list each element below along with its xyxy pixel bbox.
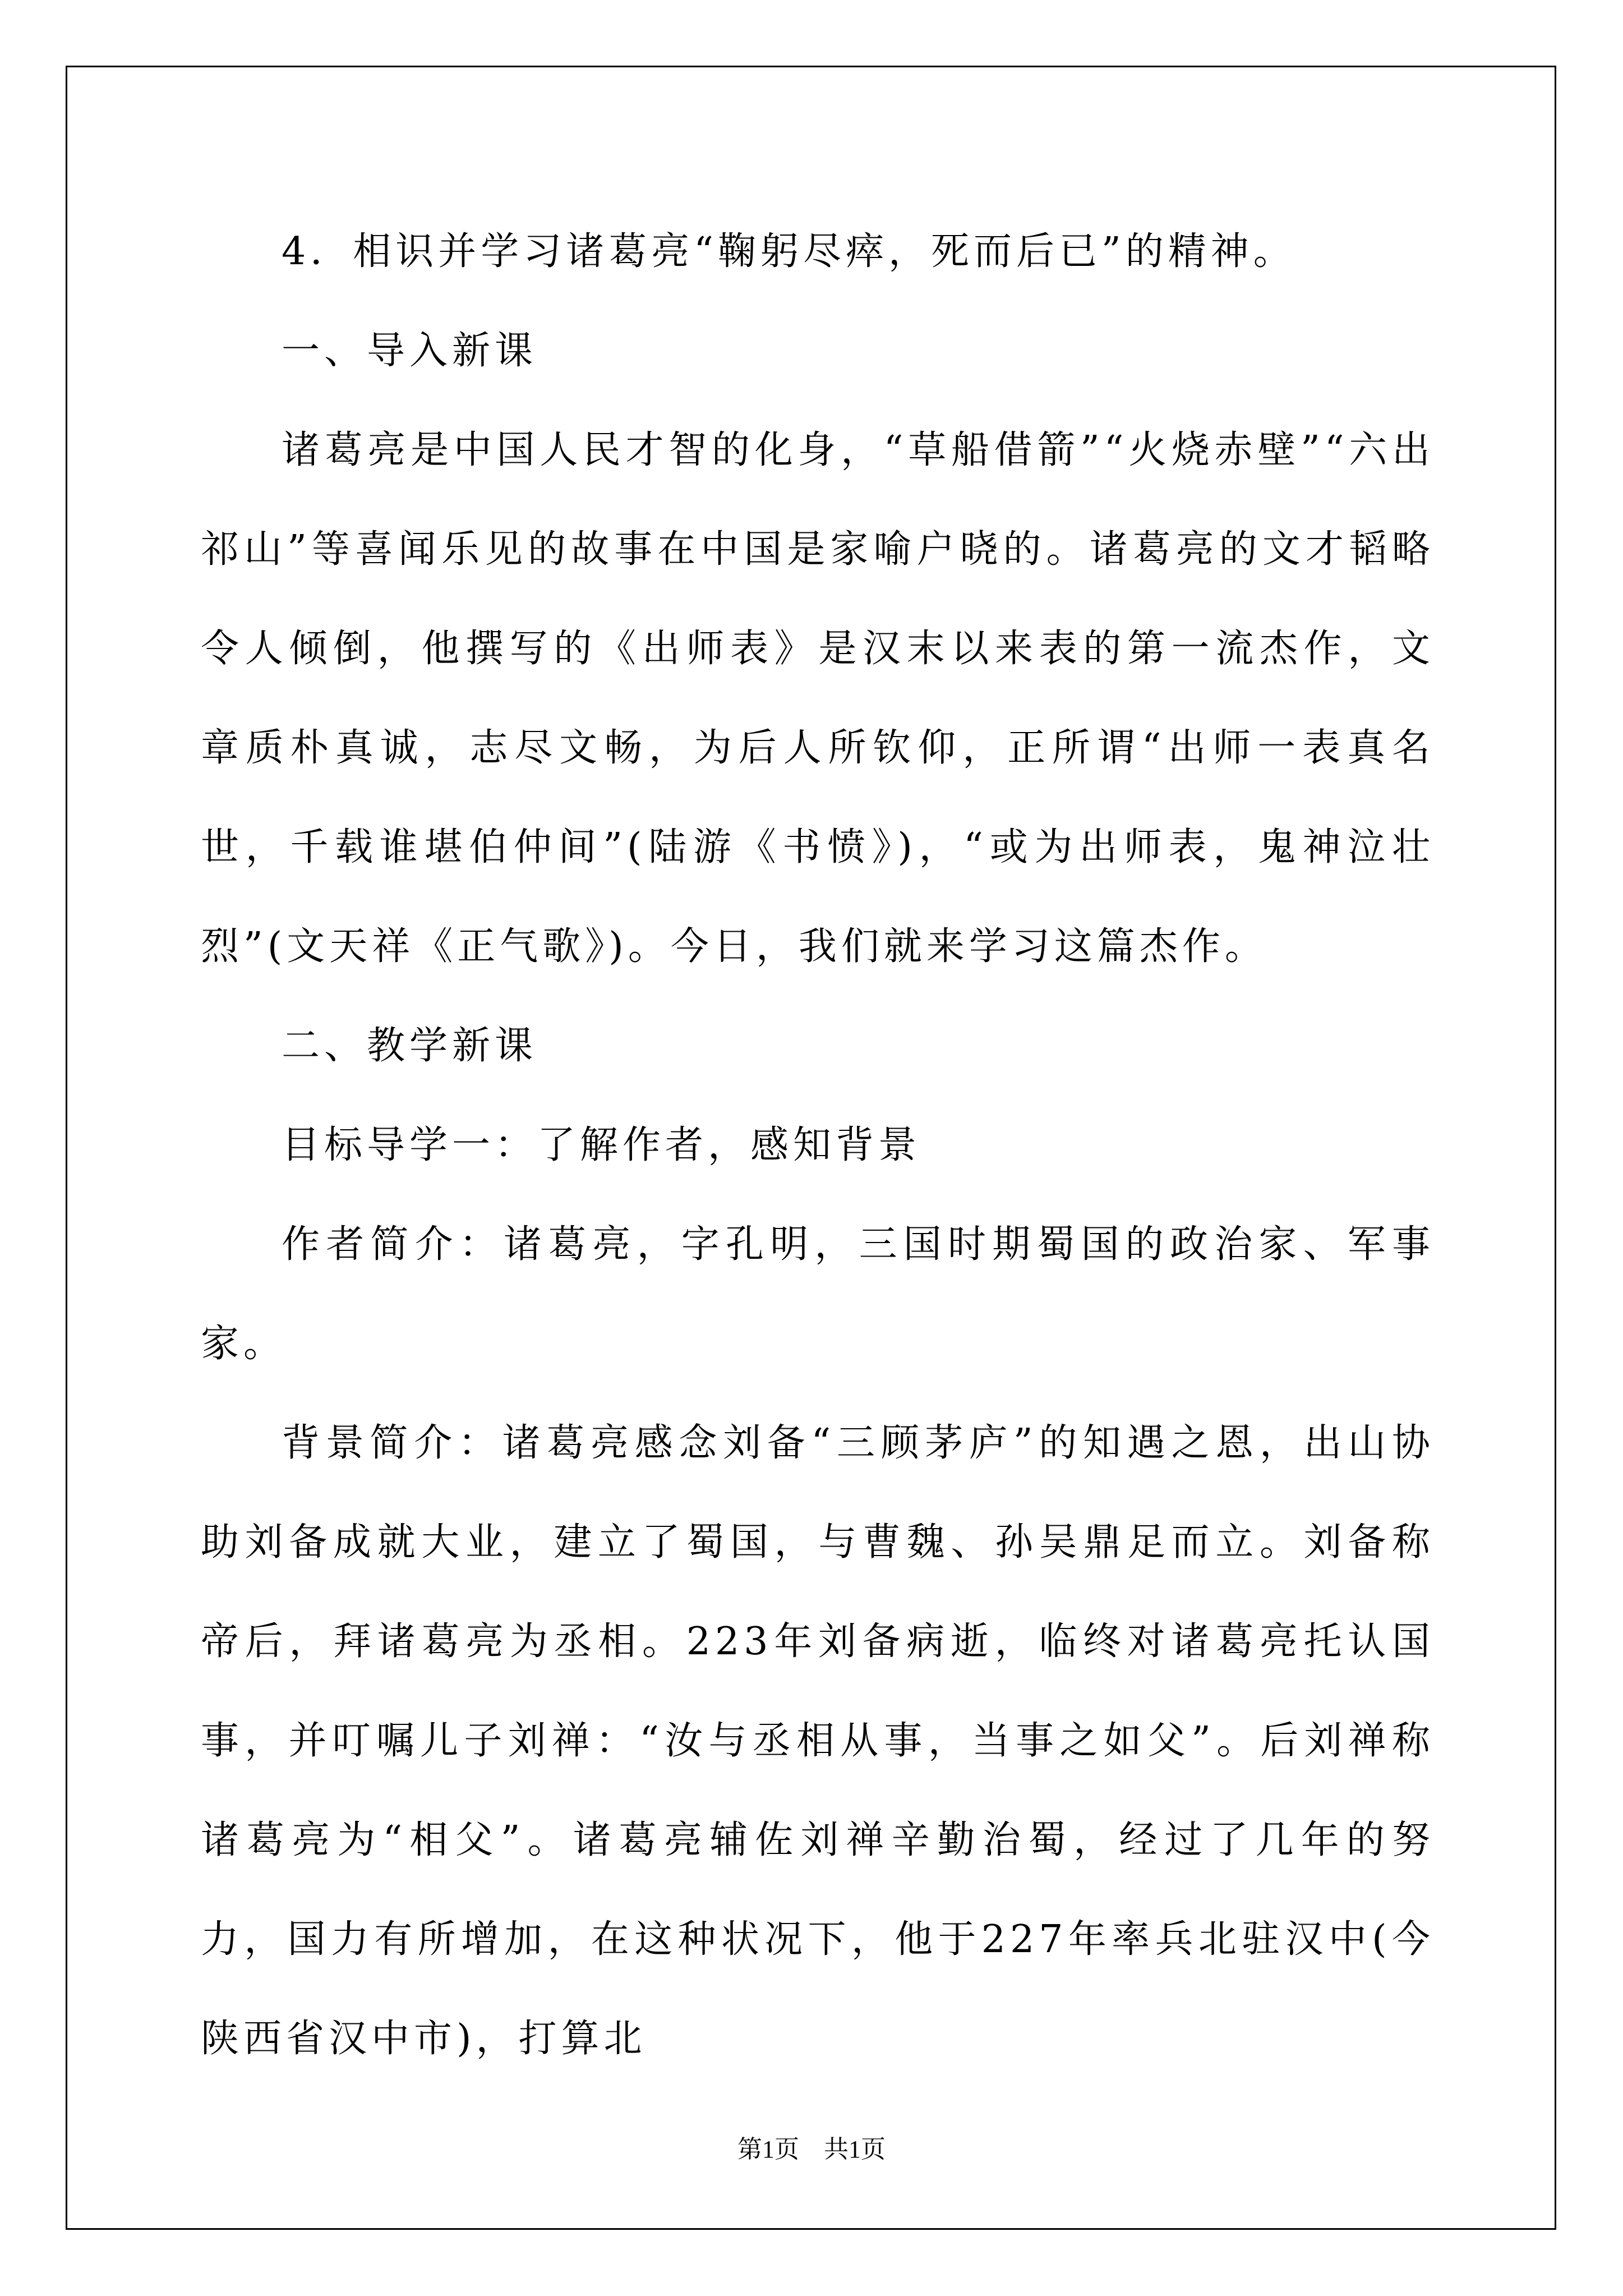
paragraph-target-1: 目标导学一：了解作者，感知背景 [282,1123,921,1167]
paragraph-background-intro: 背景简介：诸葛亮感念刘备“三顾茅庐”的知遇之恩，出山协助刘备成就大业，建立了蜀国，与曹魏、孙吴鼎足而立。刘备称帝后，拜诸葛亮为丞相。223年刘备病逝，临终对诸葛亮托认国事，并叮嘱儿子刘禅：“汝与丞相从事，当事之如父”。后刘禅称诸葛亮为“相父”。诸葛亮辅佐刘禅辛勤治蜀，经过了几年的努力，国力有所增加，在这种状况下，他于227年率兵北驻汉中(今陕西省汉中市)，打算北 [201,1421,1435,2061]
paragraph-author-intro: 作者简介：诸葛亮，字孔明，三国时期蜀国的政治家、军事家。 [201,1222,1435,1366]
section-heading-teaching: 二、教学新课 [282,1024,538,1068]
paragraph-intro: 诸葛亮是中国人民才智的化身，“草船借箭”“火烧赤壁”“六出祁山”等喜闻乐见的故事在中国是家喻户晓的。诸葛亮的文才韬略令人倾倒，他撰写的《出师表》是汉末以来表的第一流杰作，文章质朴真诚，志尽文畅，为后人所钦仰，正所谓“出师一表真名世，千载谁堪伯仲间”(陆游《书愤》)，“或为出师表，鬼神泣壮烈”(文天祥《正气歌》)。今日，我们就来学习这篇杰作。 [201,428,1435,969]
document-body [201,202,1435,2088]
page-footer: 第1页 共1页 [737,2136,886,2163]
paragraph-goal-4: 4．相识并学习诸葛亮“鞠躬尽瘁，死而后已”的精神。 [282,229,1296,274]
section-heading-intro: 一、导入新课 [282,329,538,373]
